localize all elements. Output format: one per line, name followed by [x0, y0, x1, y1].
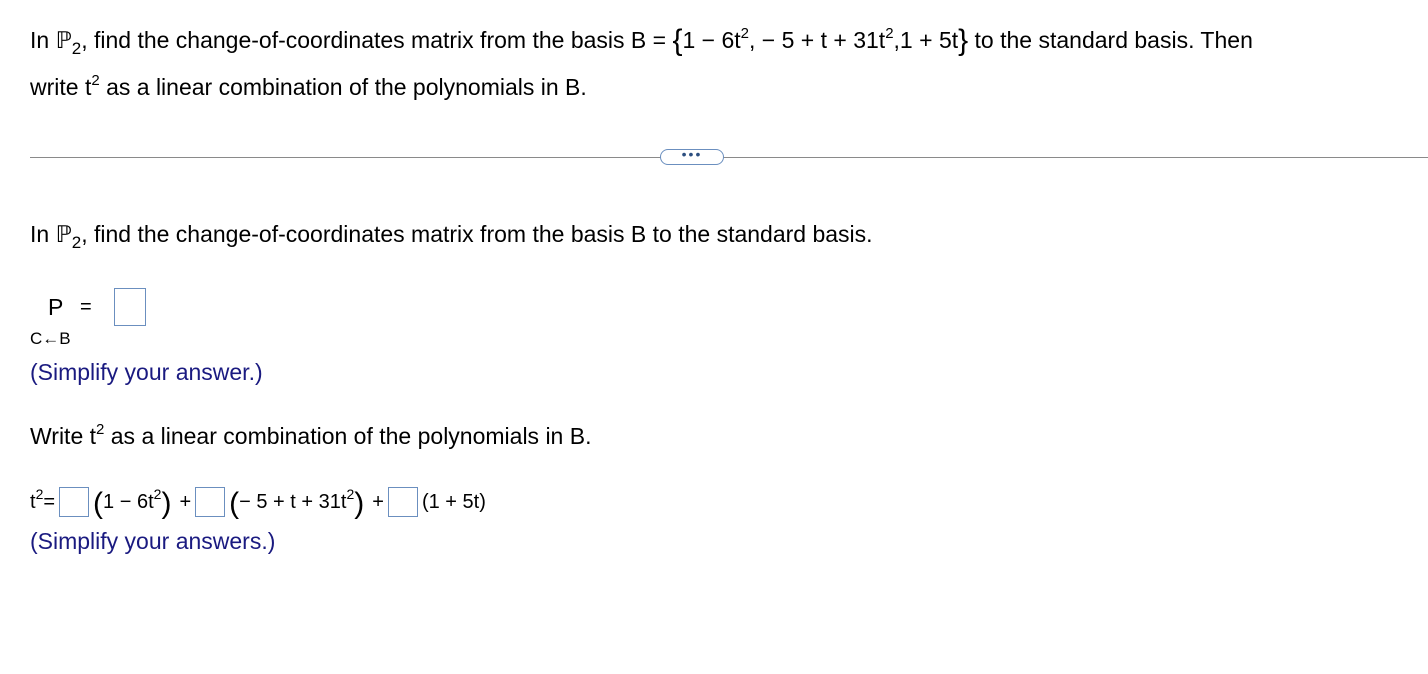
question-text: In: [30, 27, 56, 53]
term-polynomial-1: 1 − 6t: [103, 491, 154, 513]
plus-sign: +: [372, 491, 384, 513]
basis-polynomial-2: , − 5 + t + 31t: [749, 27, 886, 53]
exponent: 2: [885, 25, 894, 42]
question-line-2: [30, 72, 587, 106]
exponent: 2: [740, 25, 750, 42]
basis-polynomial-1: 1 − 6t: [682, 27, 741, 53]
question-text: , find the change-of-coordinates matrix from the basis B =: [81, 27, 673, 53]
part1-hint: (Simplify your answer.): [30, 359, 263, 385]
matrix-equals: =: [80, 296, 92, 318]
coefficient-input-1[interactable]: [59, 487, 89, 517]
coefficient-input-3[interactable]: [388, 487, 418, 517]
term-polynomial-2: − 5 + t + 31t: [239, 491, 347, 513]
matrix-answer-input[interactable]: [114, 288, 146, 326]
exponent: 2: [346, 486, 355, 502]
part2-prompt: [30, 421, 591, 455]
more-options-button[interactable]: [660, 146, 724, 165]
vector-space-subscript: 2: [71, 39, 82, 58]
part2-hint: (Simplify your answers.): [30, 528, 276, 554]
matrix-name: P: [48, 294, 64, 320]
matrix-subscript: C←B: [30, 329, 71, 348]
part2-text: Write t: [30, 423, 97, 449]
term-polynomial-3: (1 + 5t): [421, 491, 486, 513]
exponent: 2: [91, 72, 100, 89]
exponent: 2: [96, 421, 105, 438]
lhs-variable: t: [30, 491, 36, 513]
part1-prompt: [30, 219, 873, 252]
paren-open: (: [229, 487, 240, 520]
basis-brace-close: }: [958, 24, 969, 57]
equation-equals: =: [43, 491, 56, 513]
section-divider: [30, 157, 1428, 158]
exponent: 2: [153, 486, 162, 502]
question-text: to the standard basis. Then: [968, 27, 1253, 53]
plus-sign: +: [179, 491, 192, 513]
part2-text: as a linear combination of the polynomials in B.: [104, 423, 592, 449]
ellipsis-icon: •••: [681, 146, 703, 162]
vector-space-symbol: ℙ: [55, 27, 72, 53]
paren-close: ): [354, 487, 365, 520]
paren-close: ): [161, 487, 172, 520]
question-text: write t: [30, 74, 92, 100]
basis-polynomial-3: ,1 + 5t: [893, 27, 959, 53]
paren-open: (: [93, 487, 104, 520]
exponent: 2: [35, 486, 44, 502]
linear-combination-equation: [30, 486, 486, 518]
part1-text: In: [30, 221, 56, 247]
question-text: as a linear combination of the polynomials in B.: [99, 74, 587, 100]
vector-space-subscript: 2: [71, 233, 82, 252]
coefficient-input-2[interactable]: [195, 487, 225, 517]
basis-brace-open: {: [672, 24, 683, 57]
vector-space-symbol: ℙ: [55, 221, 72, 247]
part1-text: , find the change-of-coordinates matrix from the basis B to the standard basis.: [81, 221, 873, 247]
question-line-1: [30, 24, 1253, 59]
